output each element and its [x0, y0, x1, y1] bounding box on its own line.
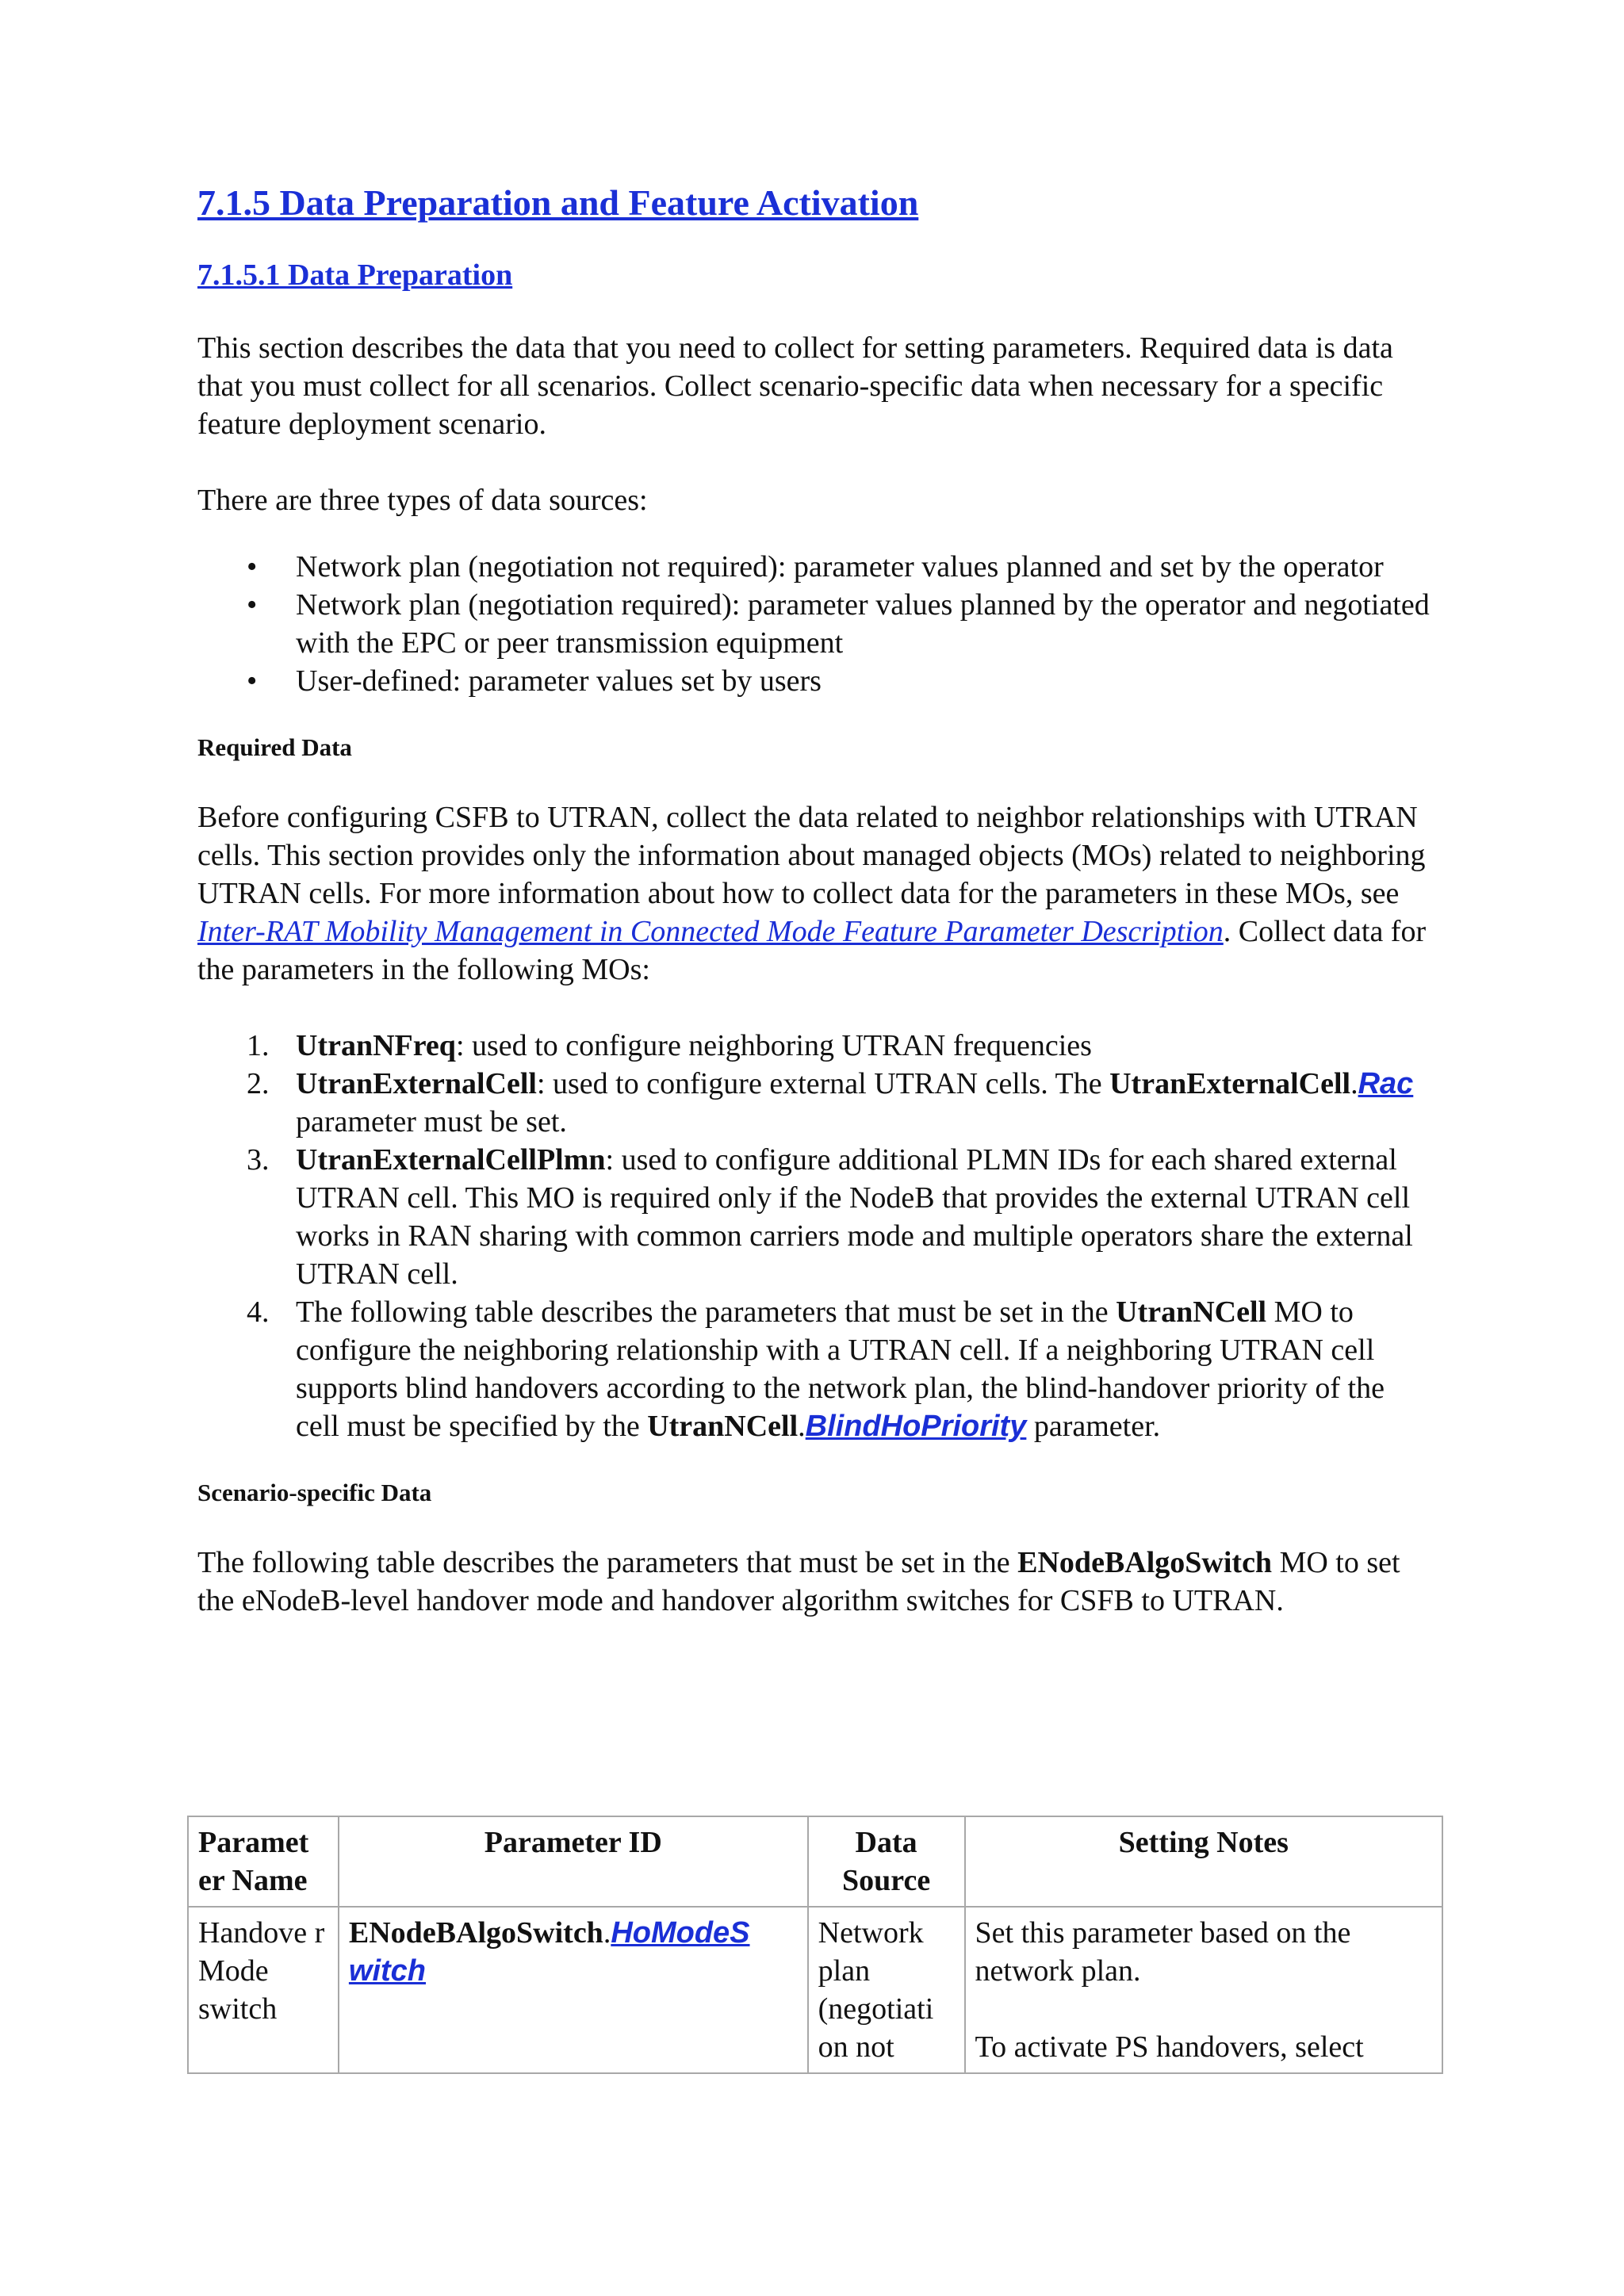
paragraph-text: Before configuring CSFB to UTRAN, collect the data related to neighbor relationships with UTRAN cells. This section provides only the information about managed objects (MOs) related to neighboring UTRAN cells. For more information about how to collect data for the parameters in these MOs, see: [197, 801, 1426, 911]
list-item: • Network plan (negotiation required): parameter values planned by the operator and negotiated with the EPC or peer transmission equipment: [197, 586, 1434, 662]
paragraph-text: The following table describes the parameters that must be set in the: [197, 1546, 1018, 1580]
list-text: The following table describes the parameters that must be set in the: [296, 1295, 1116, 1330]
required-data-heading: Required Data: [197, 733, 352, 761]
list-number: 1.: [247, 1029, 270, 1063]
scenario-data-heading: Scenario-specific Data: [197, 1479, 432, 1507]
parameter-link[interactable]: BlindHoPriority: [805, 1410, 1027, 1444]
mo-name: ENodeBAlgoSwitch: [1017, 1546, 1273, 1580]
mo-name: ENodeBAlgoSwitch: [348, 1916, 603, 1950]
column-header: Data Source: [808, 1816, 965, 1907]
list-text: : used to configure neighboring UTRAN frequencies: [455, 1029, 1092, 1063]
mo-name: UtranExternalCellPlmn: [296, 1143, 606, 1177]
parameter-link[interactable]: Rac: [1358, 1067, 1414, 1101]
list-item: • User-defined: parameter values set by users: [197, 662, 1434, 700]
document-content: [197, 181, 1434, 1658]
list-number: 2.: [247, 1067, 270, 1101]
note-spacer: [975, 1990, 1432, 2028]
setting-notes-cell: [965, 1907, 1442, 2073]
parameter-name-cell: Handove r Mode switch: [188, 1907, 339, 2073]
feature-doc-link[interactable]: Inter-RAT Mobility Management in Connected Mode Feature Parameter Description: [197, 915, 1224, 949]
list-text: : used to configure additional PLMN IDs for each shared external UTRAN cell. This MO is required only if the NodeB that provides the external UTRAN cell works in RAN sharing with common carriers mode and multiple operators share the external UTRAN cell.: [296, 1143, 1413, 1292]
parameter-id-cell: [339, 1907, 808, 2073]
setting-note: To activate PS handovers, select: [975, 2030, 1364, 2064]
mo-name: UtranExternalCell: [1109, 1067, 1351, 1101]
parameter-table: [187, 1816, 1443, 2074]
mo-name: UtranNCell: [647, 1410, 799, 1444]
scenario-paragraph: [197, 1544, 1434, 1620]
sources-intro: There are three types of data sources:: [197, 483, 648, 517]
paragraph-text: . Collect data for the parameters in the following MOs:: [197, 915, 1427, 987]
data-source-list: [197, 548, 1434, 700]
paragraph-text: MO to set the eNodeB-level handover mode and handover algorithm switches for CSFB to UTRAN.: [197, 1546, 1400, 1618]
list-item: [197, 1065, 1434, 1141]
column-header: Paramet er Name: [188, 1816, 339, 1907]
mo-list: [197, 1027, 1434, 1445]
list-item: [197, 1141, 1434, 1293]
list-item: [197, 1027, 1434, 1065]
separator: .: [798, 1410, 806, 1444]
section-title[interactable]: 7.1.5 Data Preparation and Feature Activation: [197, 182, 919, 223]
list-text: parameter.: [1026, 1410, 1161, 1444]
subsection-title[interactable]: 7.1.5.1 Data Preparation: [197, 258, 513, 293]
separator: .: [603, 1916, 611, 1950]
table-header-row: [188, 1816, 1442, 1907]
list-text: MO to configure the neighboring relationship with a UTRAN cell. If a neighboring UTRAN cell supports blind handovers according to the network plan, the blind-handover priority of the cell must be specified by the: [296, 1295, 1385, 1444]
mo-name: UtranNFreq: [296, 1029, 456, 1063]
list-text: : used to configure external UTRAN cells. The: [536, 1067, 1110, 1101]
list-item: [197, 1293, 1434, 1445]
intro-paragraph: This section describes the data that you need to collect for setting parameters. Required data is data that you must collect for all scenarios. Collect scenario-specific data when necessary for a specific feature deployment scenario.: [197, 331, 1393, 441]
required-data-paragraph: [197, 798, 1434, 989]
list-text: parameter must be set.: [296, 1105, 567, 1139]
separator: .: [1350, 1067, 1358, 1101]
data-source-cell: Network plan (negotiati on not: [808, 1907, 965, 2073]
list-item: • Network plan (negotiation not required): parameter values planned and set by the operator: [197, 548, 1434, 586]
column-header: Setting Notes: [965, 1816, 1442, 1907]
setting-note: Set this parameter based on the network plan.: [975, 1916, 1351, 1988]
mo-name: UtranExternalCell: [296, 1067, 537, 1101]
table-row: [188, 1907, 1442, 2073]
column-header: Parameter ID: [339, 1816, 808, 1907]
list-number: 4.: [247, 1295, 270, 1330]
list-number: 3.: [247, 1143, 270, 1177]
parameter-link[interactable]: HoModeS witch: [348, 1916, 750, 1988]
mo-name: UtranNCell: [1116, 1295, 1267, 1330]
